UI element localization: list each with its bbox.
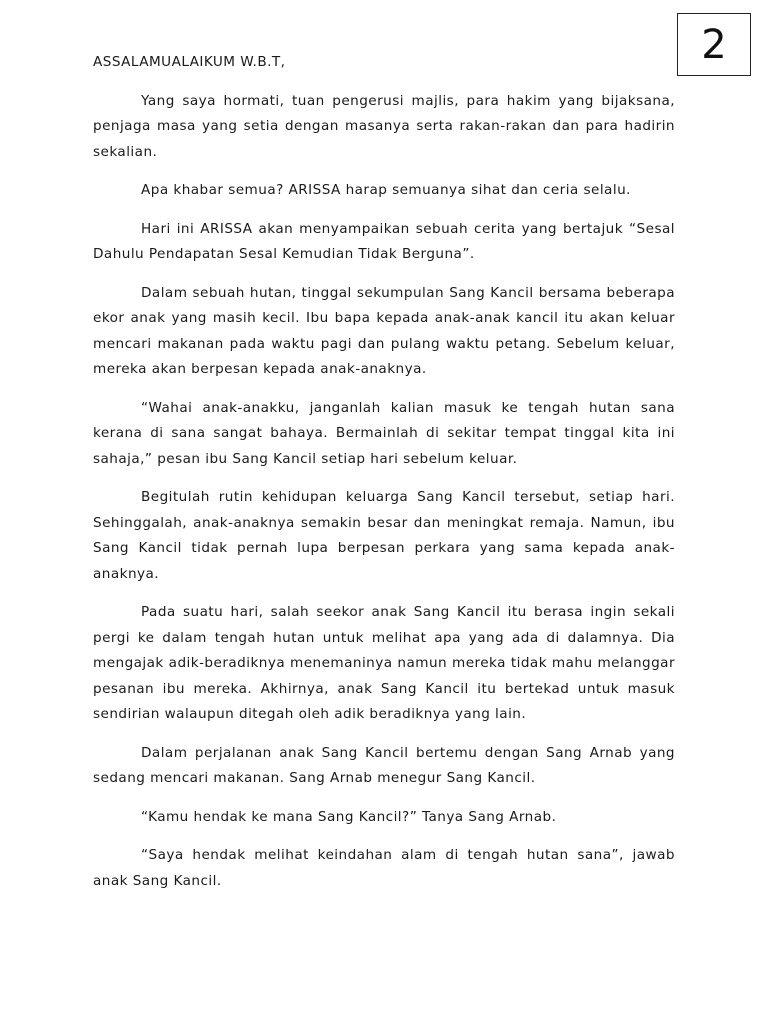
paragraph-10: “Saya hendak melihat keindahan alam di tengah hutan sana”, jawab anak Sang Kancil. xyxy=(93,847,675,889)
page-number: 2 xyxy=(701,21,727,68)
page-number-box xyxy=(677,13,751,76)
greeting: ASSALAMUALAIKUM W.B.T, xyxy=(93,54,286,70)
document-body xyxy=(93,50,675,907)
paragraph-1: Yang saya hormati, tuan pengerusi majlis, para hakim yang bijaksana, penjaga masa yang setia dengan masanya serta rakan-rakan dan para hadirin sekalian. xyxy=(93,92,675,160)
paragraph-9: “Kamu hendak ke mana Sang Kancil?” Tanya Sang Arnab. xyxy=(141,808,557,825)
paragraph-5: “Wahai anak-anakku, janganlah kalian masuk ke tengah hutan sana kerana di sana sangat bahaya. Bermainlah di sekitar tempat tinggal kita ini sahaja,” pesan ibu Sang Kancil setiap hari sebelum keluar. xyxy=(93,399,675,467)
paragraph-8: Dalam perjalanan anak Sang Kancil bertemu dengan Sang Arnab yang sedang mencari makanan. Sang Arnab menegur Sang Kancil. xyxy=(93,744,675,786)
paragraph-7: Pada suatu hari, salah seekor anak Sang Kancil itu berasa ingin sekali pergi ke dalam tengah hutan untuk melihat apa yang ada di dalamnya. Dia mengajak adik-beradiknya menemaninya namun mereka tidak mahu melanggar pesanan ibu mereka. Akhirnya, anak Sang Kancil itu bertekad untuk masuk sendirian walaupun ditegah oleh adik beradiknya yang lain. xyxy=(93,604,675,722)
paragraph-3: Hari ini ARISSA akan menyampaikan sebuah cerita yang bertajuk “Sesal Dahulu Pendapatan Sesal Kemudian Tidak Berguna”. xyxy=(93,220,675,262)
paragraph-4: Dalam sebuah hutan, tinggal sekumpulan Sang Kancil bersama beberapa ekor anak yang masih kecil. Ibu bapa kepada anak-anak kancil itu akan keluar mencari makanan pada waktu pagi dan pulang waktu petang. Sebelum keluar, mereka akan berpesan kepada anak-anaknya. xyxy=(93,284,675,377)
paragraph-6: Begitulah rutin kehidupan keluarga Sang Kancil tersebut, setiap hari. Sehinggalah, anak-anaknya semakin besar dan meningkat remaja. Namun, ibu Sang Kancil tidak pernah lupa berpesan perkara yang sama kepada anak-anaknya. xyxy=(93,489,675,582)
paragraph-2: Apa khabar semua? ARISSA harap semuanya sihat dan ceria selalu. xyxy=(141,182,631,198)
